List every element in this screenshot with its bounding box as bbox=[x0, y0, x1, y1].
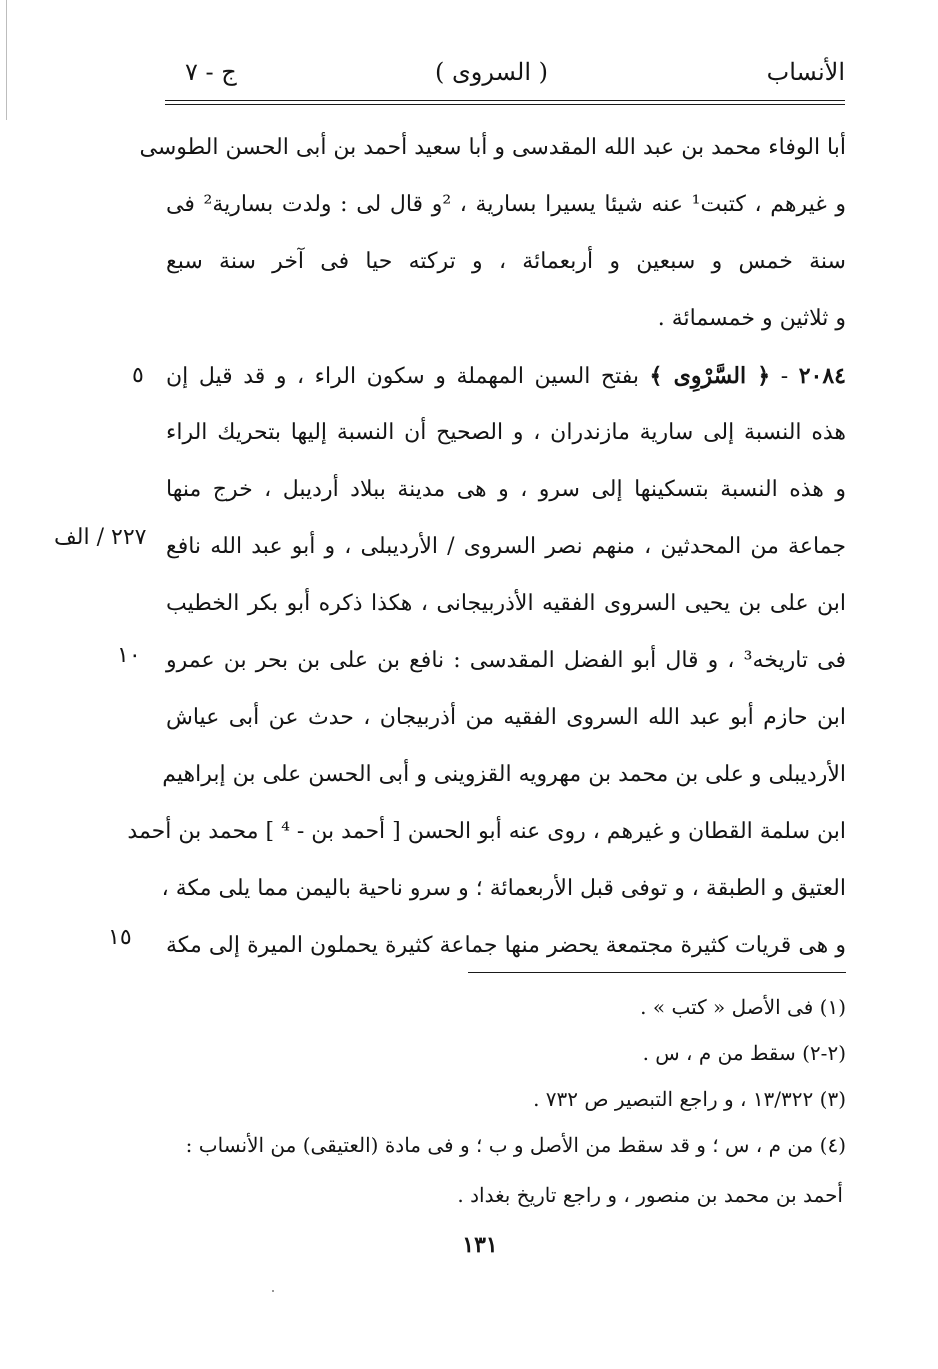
page-number: ١٣١ bbox=[462, 1232, 498, 1258]
book-title: الأنساب bbox=[766, 58, 845, 86]
body-line-6: هذه النسبة إلى سارية مازندران ، و الصحيح أن النسبة إليها بتحريك الراء bbox=[166, 420, 846, 445]
footnote-separator bbox=[468, 972, 846, 973]
body-line-10: فى تاريخه³ ، و قال أبو الفضل المقدسى : نافع بن على بن بحر بن عمرو bbox=[166, 648, 846, 673]
body-line-12: الأرديبلى و على بن محمد بن مهرويه القزوينى و أبى الحسن على بن إبراهيم bbox=[162, 762, 846, 787]
body-line-9: ابن على بن يحيى السروى الفقيه الأذربيجانى ، هكذا ذكره أبو بكر الخطيب bbox=[166, 591, 846, 616]
line-number-15: ١٥ bbox=[108, 925, 132, 950]
header-double-rule bbox=[165, 100, 845, 105]
entry-heading-line bbox=[166, 356, 846, 396]
footnote-4: (٤) من م ، س ؛ و قد سقط من الأصل و ب ؛ و فى مادة (العتيقى) من الأنساب : bbox=[185, 1133, 846, 1157]
scan-edge-line bbox=[6, 0, 7, 120]
body-line-1: أبا الوفاء محمد بن عبد الله المقدسى و أبا سعيد أحمد بن أبى الحسن الطوسى bbox=[139, 135, 846, 160]
body-line-2: و غيرهم ، كتبت¹ عنه شيئا يسيرا بسارية ، ²و قال لى : ولدت بسارية² فى bbox=[166, 192, 846, 217]
entry-dash: - bbox=[770, 364, 799, 389]
footnote-2: (٢-٢) سقط من م ، س . bbox=[642, 1041, 846, 1065]
body-line-14: العتيق و الطبقة ، و توفى قبل الأربعمائة ؛ و سرو ناحية باليمن مما يلى مكة ، bbox=[161, 876, 846, 901]
body-line-7: و هذه النسبة بتسكينها إلى سرو ، و هى مدينة ببلاد أرديبل ، خرج منها bbox=[166, 477, 846, 502]
body-line-4: و ثلاثين و خمسمائة . bbox=[657, 306, 846, 331]
footnote-3: (٣) ١٣/٣٢٢ ، و راجع التبصير ص ٧٣٢ . bbox=[533, 1087, 846, 1111]
folio-reference: ٢٢٧ / الف bbox=[54, 525, 147, 550]
scan-speck bbox=[272, 1290, 274, 1292]
body-line-13: ابن سلمة القطان و غيرهم ، روى عنه أبو الحسن [ أحمد بن - ⁴ ] محمد بن أحمد bbox=[127, 819, 846, 844]
volume-label: ج - ٧ bbox=[185, 58, 237, 86]
body-line-3: سنة خمس و سبعين و أربعمائة ، و تركته حيا فى آخر سنة سبع bbox=[166, 249, 846, 274]
line-number-10: ١٠ bbox=[117, 643, 141, 668]
footnote-4-continued: أحمد بن محمد بن منصور ، و راجع تاريخ بغداد . bbox=[457, 1183, 843, 1207]
entry-text: بفتح السين المهملة و سكون الراء ، و قد قيل إن bbox=[166, 364, 650, 389]
body-line-8: جماعة من المحدثين ، منهم نصر السروى / الأرديبلى ، و أبو عبد الله نافع bbox=[166, 534, 846, 559]
footnote-1: (١) فى الأصل « كتب » . bbox=[640, 995, 846, 1019]
body-line-15: و هى قريات كثيرة مجتمعة يحضر منها جماعة كثيرة يحملون الميرة إلى مكة bbox=[166, 933, 846, 958]
entry-name: ﴿ السَّرْوِى ﴾ bbox=[649, 363, 771, 389]
body-line-11: ابن حازم أبو عبد الله السروى الفقيه من أذربيجان ، حدث عن أبى عياش bbox=[166, 705, 846, 730]
running-header bbox=[165, 56, 845, 96]
section-title: ( السروى ) bbox=[435, 58, 548, 86]
line-number-5: ٥ bbox=[132, 363, 144, 388]
entry-number: ٢٠٨٤ bbox=[798, 363, 846, 389]
